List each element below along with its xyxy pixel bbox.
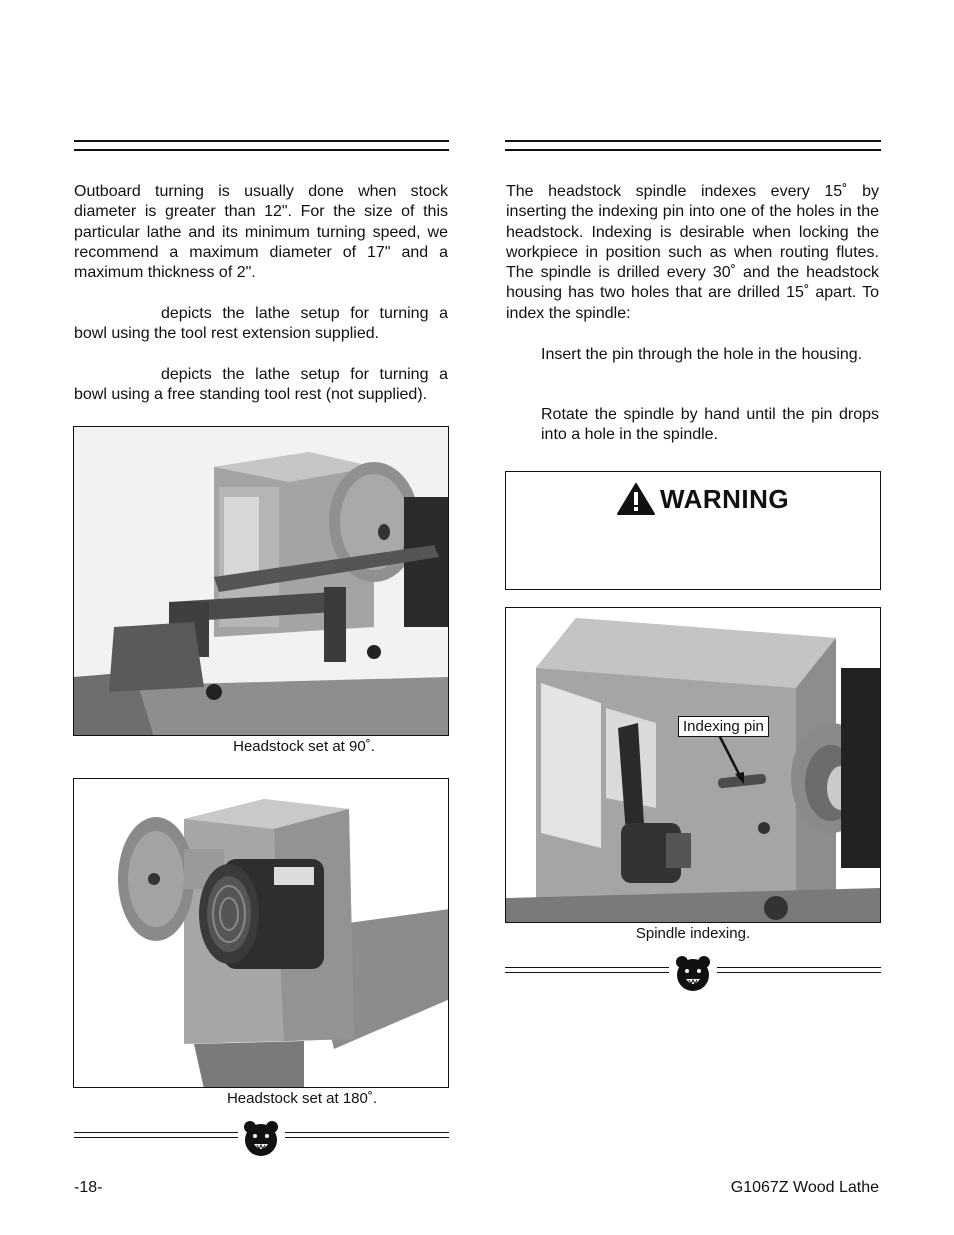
- right-section-header-rule: [505, 140, 881, 151]
- warning-title: WARNING: [660, 483, 790, 514]
- bear-logo-icon: [242, 1120, 280, 1158]
- photo-headstock-90: [73, 426, 449, 736]
- figure-reference-paragraph-2: [74, 365, 448, 406]
- right-rule-line-right: [717, 967, 881, 973]
- indexing-intro-paragraph: The headstock spindle indexes every 15˚ by inserting the indexing pin into one of the holes in the headstock. Indexing is desirable when locking the workpiece in position such as when routing flutes. The spindle is drilled every 30˚ and the headstock housing has two holes that are drilled 15˚ apart. To index the spindle:: [506, 183, 879, 322]
- right-rule-line-left: [505, 967, 669, 973]
- page-number: -18-: [74, 1179, 103, 1196]
- figure-reference-paragraph-1: [74, 304, 448, 345]
- outboard-intro-paragraph: Outboard turning is usually done when stock diameter is greater than 12". For the size of this particular lathe and its minimum turning speed, we recommend a maximum diameter of 17" and a maximum thickness of 2".: [74, 183, 448, 282]
- indexing-pin-callout: Indexing pin: [678, 716, 769, 737]
- warning-box: [505, 471, 881, 590]
- right-section-end-rule: [505, 959, 881, 989]
- caption-spindle-indexing: Spindle indexing.: [635, 925, 751, 942]
- photo-headstock-180: [73, 778, 449, 1088]
- indexing-step-2: Rotate the spindle by hand until the pin drops into a hole in the spindle.: [541, 406, 879, 444]
- manual-model-name: G1067Z Wood Lathe: [730, 1179, 879, 1196]
- left-section-header-rule: [74, 140, 449, 151]
- figure-reference-text-1: depicts the lathe setup for turning a bowl using the tool rest extension supplied.: [74, 305, 448, 343]
- warning-triangle-icon: [616, 482, 656, 516]
- caption-headstock-90: Headstock set at 90˚.: [233, 738, 375, 755]
- left-section-end-rule: [74, 1124, 449, 1154]
- photo-spindle-indexing: [505, 607, 881, 923]
- figure-reference-text-2: depicts the lathe setup for turning a bowl using a free standing tool rest (not supplied).: [74, 366, 448, 404]
- left-rule-line-left: [74, 1132, 238, 1138]
- caption-headstock-180: Headstock set at 180˚.: [226, 1090, 378, 1107]
- warning-header: [616, 482, 789, 516]
- left-rule-line-right: [285, 1132, 449, 1138]
- bear-logo-icon: [674, 955, 712, 993]
- indexing-step-1: Insert the pin through the hole in the housing.: [541, 346, 863, 363]
